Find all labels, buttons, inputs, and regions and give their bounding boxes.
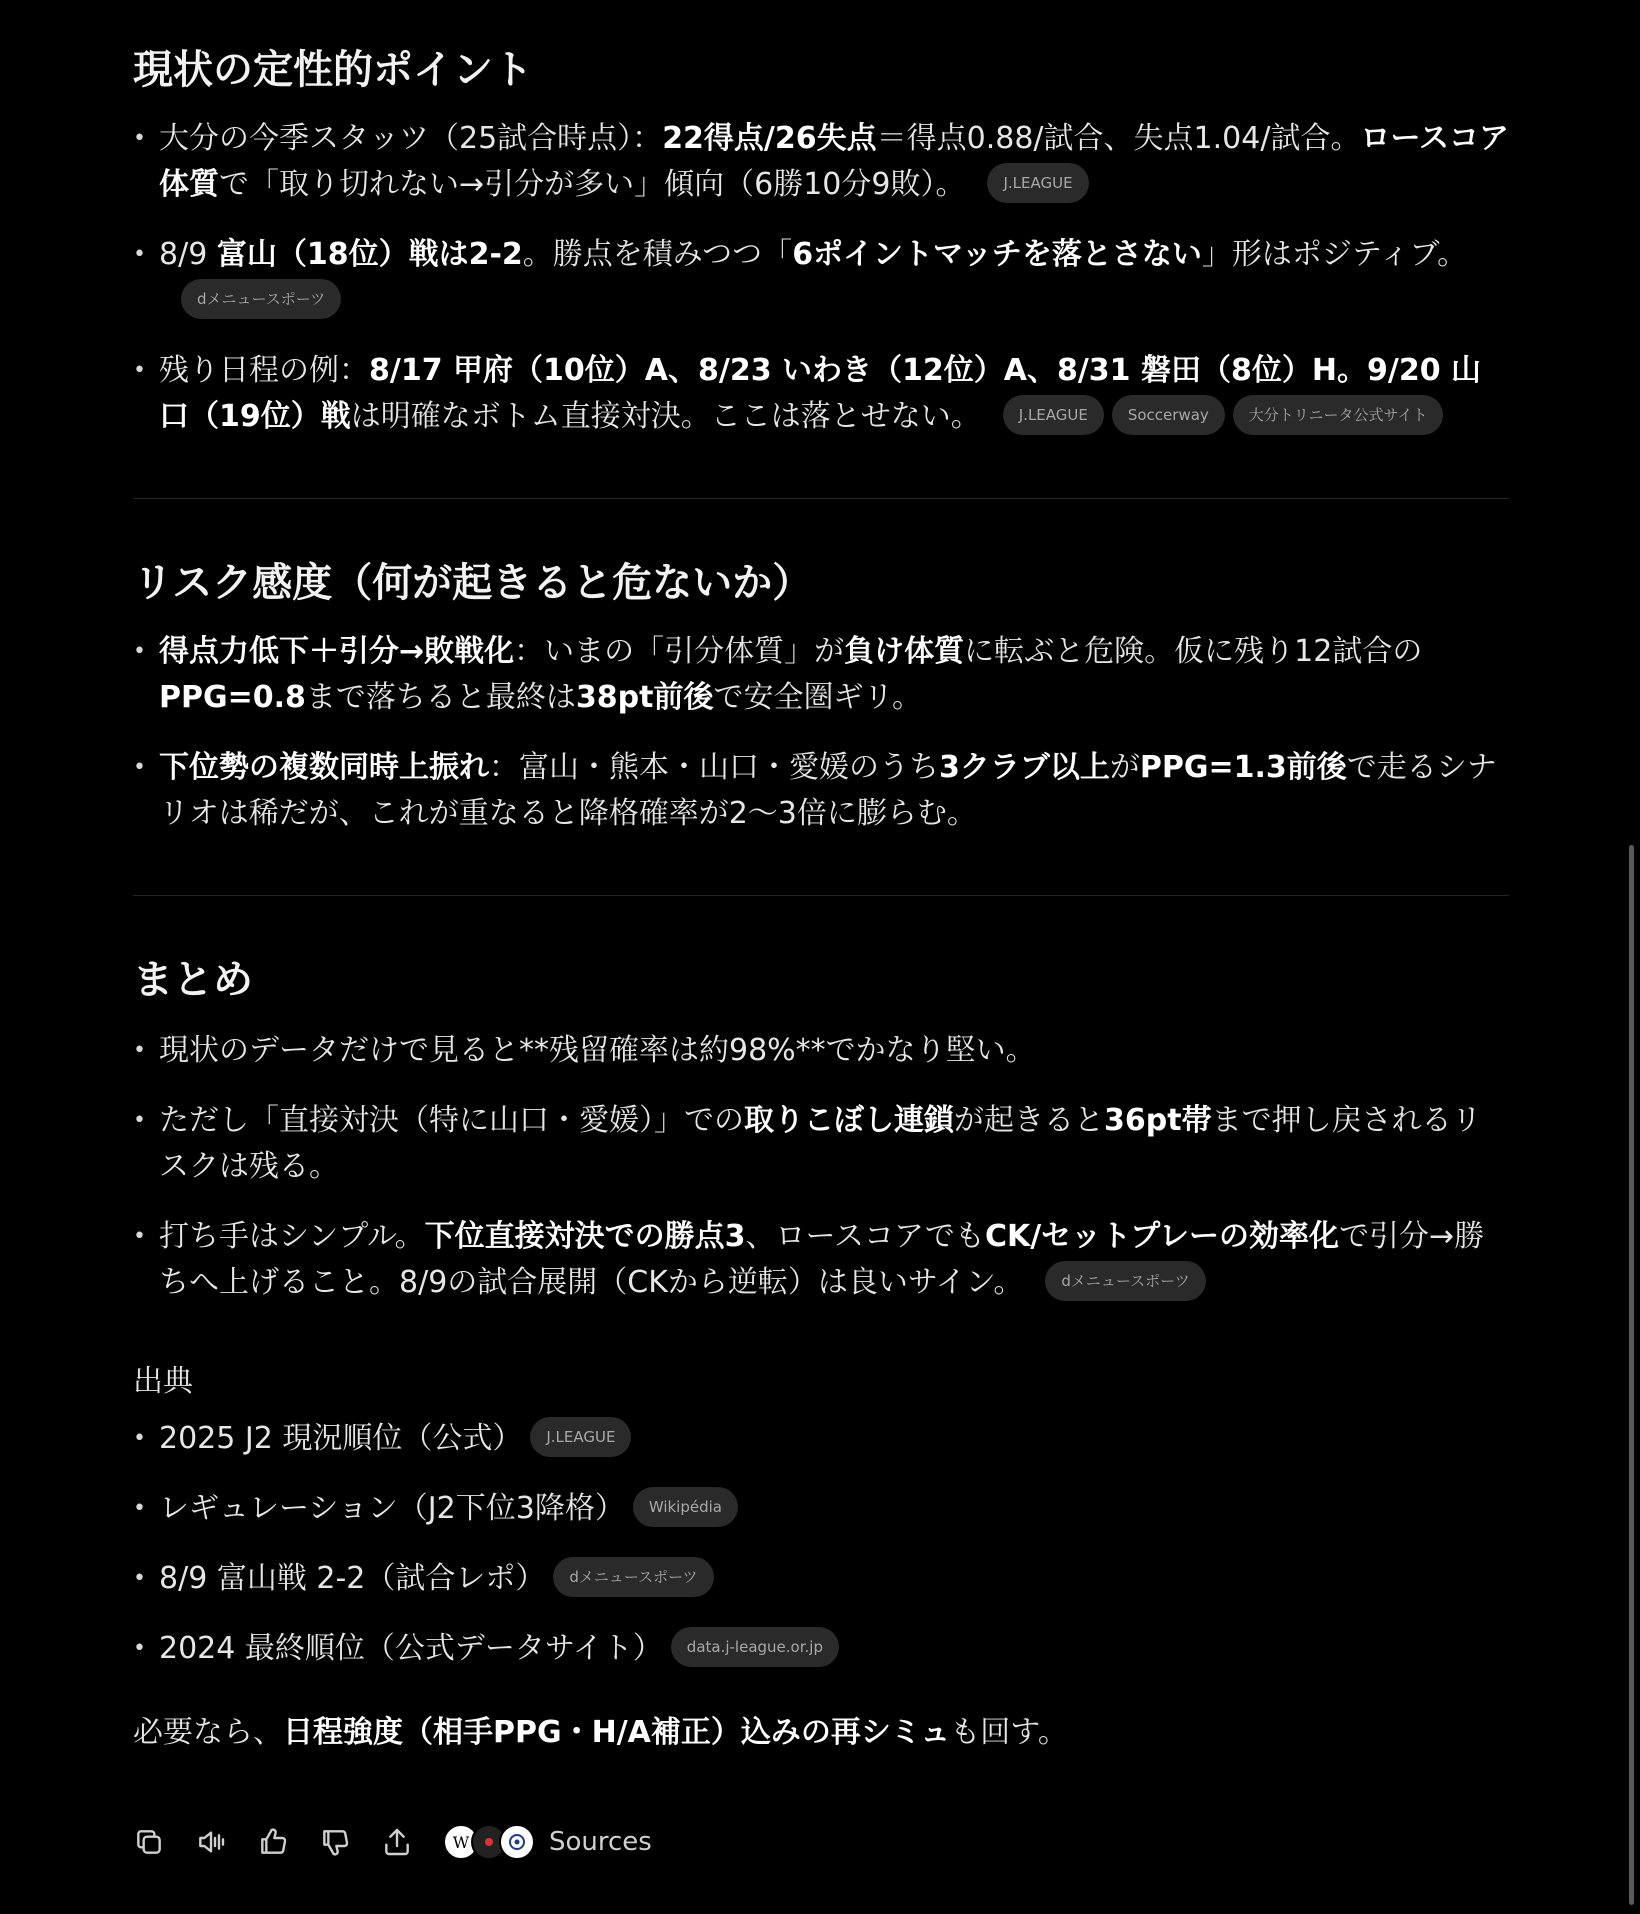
item-text [159, 237, 1467, 272]
copy-icon [133, 1826, 165, 1858]
list-item [133, 1214, 1509, 1306]
bold-text: 6ポイントマッチを落とさない [792, 237, 1202, 272]
list-item [133, 1028, 1509, 1074]
section-title: リスク感度（何が起きると危ないか） [133, 560, 813, 606]
item-text [159, 1103, 1482, 1184]
bullet-list [133, 1028, 1509, 1306]
text-run: は明確なボトム直接対決。ここは落とせない。 [350, 399, 981, 434]
bold-text: 下位直接対決での勝点3 [424, 1219, 746, 1254]
item-text [159, 1033, 1036, 1068]
bold-text: 38pt前後 [575, 680, 714, 715]
text-run: が起きると [954, 1103, 1104, 1138]
list-item [133, 1098, 1509, 1190]
bold-text: 得点力低下＋引分→敗戦化 [159, 634, 515, 669]
text-run: 、ロースコアでも [745, 1219, 985, 1254]
text-run: で引分→勝ちへ上げること。8/9の試合展開（CKから逆転）は良いサイン。 [159, 1219, 1485, 1300]
thumbs-down-icon [319, 1826, 351, 1858]
text-run: 現状のデータだけで見ると**残留確率は約98%**でかなり堅い。 [159, 1033, 1036, 1068]
bold-text: 取りこぼし連鎖 [744, 1103, 954, 1138]
text-run: ：富山・熊本・山口・愛媛のうち [489, 750, 939, 785]
source-item [133, 1486, 1509, 1532]
share-icon [381, 1826, 413, 1858]
source-text: 8/9 富山戦 2-2（試合レポ） [159, 1561, 546, 1596]
bullet-list [133, 116, 1509, 440]
source-chip[interactable]: 大分トリニータ公式サイト [1233, 395, 1444, 435]
share-button[interactable] [381, 1826, 413, 1858]
read-aloud-icon [195, 1826, 227, 1858]
sources-list [133, 1416, 1509, 1672]
bold-text: 36pt帯 [1104, 1103, 1212, 1138]
source-chip[interactable]: J.LEAGUE [1003, 395, 1104, 435]
message-actions [133, 1820, 652, 1864]
text-run: 打ち手はシンプル。 [159, 1219, 425, 1254]
bold-text: 8/17 甲府（10位）A、8/23 いわき（12位）A、8/31 磐田（8位）H。9/20 山口（19位）戦 [159, 353, 1482, 434]
text-run: で走るシナリオは稀だが、これが重なると降格確率が2〜3倍に膨らむ。 [159, 750, 1497, 831]
text-run: 。勝点を積みつつ「 [522, 237, 793, 272]
source-chip[interactable]: data.j-league.or.jp [671, 1627, 839, 1667]
bold-text: PPG=0.8 [159, 680, 306, 715]
read-aloud-button[interactable] [195, 1826, 227, 1858]
text-run: 」形はポジティブ。 [1201, 237, 1468, 272]
bold-text: 負け体質 [844, 634, 965, 669]
item-text [159, 634, 1422, 715]
source-item [133, 1626, 1509, 1672]
source-chip[interactable]: dメニュースポーツ [181, 279, 341, 319]
copy-button[interactable] [133, 1826, 165, 1858]
bold-text: ロースコア体質 [159, 121, 1509, 202]
divider [133, 895, 1509, 896]
text-run: に転ぶと危険。仮に残り12試合の [964, 634, 1423, 669]
text-run: 大分の今季スタッツ（25試合時点）： [159, 121, 663, 156]
text-run: 8/9 [159, 237, 217, 272]
source-chip[interactable]: Wikipédia [633, 1487, 738, 1527]
text-run: 残り日程の例： [159, 353, 369, 388]
source-chip[interactable]: dメニュースポーツ [1045, 1261, 1205, 1301]
source-avatars[interactable] [443, 1824, 535, 1860]
text-run: で「取り切れない→引分が多い」傾向（6勝10分9敗）。 [219, 167, 966, 202]
section-title: まとめ [133, 957, 253, 1003]
text-run: まで押し戻されるリスクは残る。 [159, 1103, 1482, 1184]
text-run: 必要なら、 [133, 1715, 283, 1750]
soccer-ball-icon [508, 1833, 526, 1851]
message-content [133, 0, 1509, 1756]
thumbs-up-button[interactable] [257, 1826, 289, 1858]
section-title: 現状の定性的ポイント [133, 47, 533, 93]
bold-text: 富山（18位）戦は2-2 [216, 237, 523, 272]
text-run: が [1109, 750, 1140, 785]
text-run: ＝得点0.88/試合、失点1.04/試合。 [876, 121, 1361, 156]
list-item [133, 232, 1509, 324]
bold-text: CK/セットプレーの効率化 [984, 1219, 1340, 1254]
list-item [133, 348, 1509, 440]
list-item [133, 116, 1509, 208]
item-text [159, 1219, 1484, 1300]
sources-heading: 出典 [133, 1364, 193, 1399]
dot-icon [482, 1835, 496, 1849]
item-text [159, 750, 1497, 831]
text-run: ただし「直接対決（特に山口・愛媛）」での [159, 1103, 744, 1138]
source-text: レギュレーション（J2下位3降格） [159, 1491, 625, 1526]
source-chip[interactable]: dメニュースポーツ [553, 1557, 713, 1597]
source-chip[interactable]: Soccerway [1112, 395, 1225, 435]
source-chip[interactable]: J.LEAGUE [530, 1417, 631, 1457]
wikipedia-avatar: W [443, 1824, 479, 1860]
text-run: ：いまの「引分体質」が [514, 634, 845, 669]
text-run: も回す。 [950, 1715, 1068, 1750]
sources-button[interactable]: Sources [549, 1827, 652, 1857]
scrollbar[interactable] [1629, 845, 1634, 1905]
bold-text: PPG=1.3前後 [1139, 750, 1347, 785]
jleague-avatar [499, 1824, 535, 1860]
source-text: 2024 最終順位（公式データサイト） [159, 1631, 663, 1666]
closing-line [133, 1710, 1509, 1756]
bold-text: 下位勢の複数同時上振れ [159, 750, 489, 785]
item-text [159, 121, 1509, 202]
text-run: で安全圏ギリ。 [713, 680, 922, 715]
divider [133, 498, 1509, 499]
thumbs-down-button[interactable] [319, 1826, 351, 1858]
bold-text: 3クラブ以上 [939, 750, 1110, 785]
source-item [133, 1556, 1509, 1602]
list-item [133, 629, 1509, 721]
bold-text: 22得点/26失点 [662, 121, 877, 156]
text-run: まで落ちると最終は [305, 680, 576, 715]
source-text: 2025 J2 現況順位（公式） [159, 1421, 523, 1456]
source-item [133, 1416, 1509, 1462]
bold-text: 日程強度（相手PPG・H/A補正）込みの再シミュ [283, 1715, 951, 1750]
thumbs-up-icon [257, 1826, 289, 1858]
list-item [133, 745, 1509, 837]
source-chip[interactable]: J.LEAGUE [987, 163, 1088, 203]
bullet-list [133, 629, 1509, 837]
